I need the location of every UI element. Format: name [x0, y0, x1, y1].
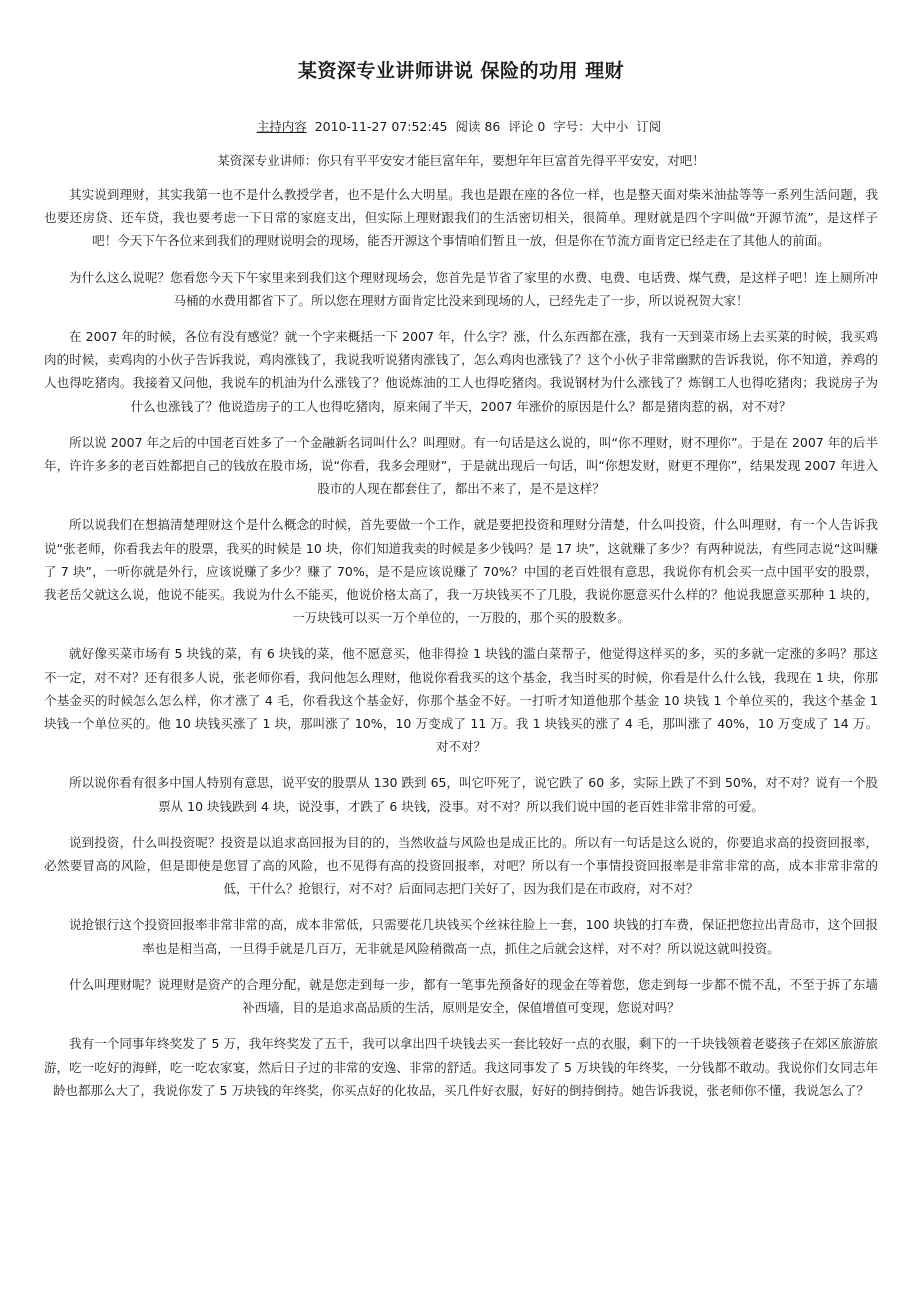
- paragraph-5: 所以说我们在想搞清楚理财这个是什么概念的时候，首先要做一个工作，就是要把投资和理财分清楚，什么叫投资，什么叫理财，有一个人告诉我说“张老师，你看我去年的股票，我买的时候是 10 块，你们知道我卖的时候是多少钱吗？是 17 块”，这就赚了多少？有两种说法，有些同志说“这叫赚了 7 块”，一听你就是外行，应该说赚了多少？赚了 70%，是不是应该说赚了 70%？中国的老百姓很有意思，我说你有机会买一点中国平安的股票，我老岳父就这么说，他说不能买。我说为什么不能买，他说价格太高了，我一万块钱买不了几股，我说你愿意买什么样的？他说我愿意买那种 1 块的，一万块钱可以买一万个单位的，一万股的，那个买的股数多。: [44, 517, 878, 626]
- timestamp: 2010-11-27 07:52:45: [314, 119, 448, 134]
- lead-sentence: 某资深专业讲师：你只有平平安安才能巨富年年，要想年年巨富首先得平平安安，对吧！: [217, 153, 705, 168]
- paragraph-11: 我有一个同事年终奖发了 5 万，我年终奖发了五千，我可以拿出四千块钱去买一套比较好一点的衣服，剩下的一千块钱领着老婆孩子在郊区旅游旅游，吃一吃好的海鲜，吃一吃农家宴，然后日子过的非常的安逸、非常的舒适。我这同事发了 5 万块钱的年终奖，一分钱都不敢动。我说你们女同志年龄也都那么大了，我说你发了 5 万块钱的年终奖，你买点好的化妆品，买几件好衣服，好好的倒持倒持。她告诉我说，张老师你不懂，我说怎么了？: [44, 1036, 878, 1098]
- paragraph-7: 所以说你看有很多中国人特别有意思，说平安的股票从 130 跌到 65，叫它吓死了，说它跌了 60 多，实际上跌了不到 50%，对不对？说有一个股票从 10 块钱跌到 4 块，说没事，才跌了 6 块钱，没事。对不对？所以我们说中国的老百姓非常非常的可爱。: [69, 775, 878, 814]
- paragraph-8: 说到投资，什么叫投资呢？投资是以追求高回报为目的的，当然收益与风险也是成正比的。所以有一句话是这么说的，你要追求高的投资回报率，必然要冒高的风险，但是即使是您冒了高的风险，也不见得有高的投资回报率，对吧？所以有一个事情投资回报率是非常非常的高，成本非常非常的低，干什么？抢银行，对不对？后面同志把门关好了，因为我们是在市政府，对不对？: [44, 834, 878, 897]
- paragraph-10: 什么叫理财呢？说理财是资产的合理分配，就是您走到每一步，都有一笔事先预备好的现金在等着您，您走到每一步都不慌不乱，不至于拆了东墙补西墙，目的是追求高品质的生活，原则是安全，保值增值可变现，您说对吗？: [69, 976, 878, 1016]
- paragraph-4: 所以说 2007 年之后的中国老百姓多了一个金融新名词叫什么？叫理财。有一句话是这么说的，叫“你不理财，财不理你”。于是在 2007 年的后半年，许许多多的老百姓都把自己的钱放在股市场，说“你看，我多会理财”，于是就出现后一句话，叫“你想发财，财更不理你”，结果发现 2007 年进入股市的人现在都套住了，都出不来了，是不是这样？: [44, 434, 878, 497]
- font-size-control[interactable]: 字号：大中小: [553, 119, 629, 134]
- subscribe-link[interactable]: 订阅: [636, 119, 662, 134]
- paragraph-2: 为什么这么说呢？您看您今天下午家里来到我们这个理财现场会，您首先是节省了家里的水费、电费、电话费、煤气费，是这样子吧！连上厕所冲马桶的水费用都省下了。所以您在理财方面肯定比没来到现场的人，已经先走了一步，所以说祝贺大家！: [69, 269, 878, 308]
- paragraph-9: 说抢银行这个投资回报率非常非常的高，成本非常低，只需要花几块钱买个丝袜往脸上一套，100 块钱的打车费，保证把您拉出青岛市，这个回报率也是相当高，一旦得手就是几百万，无非就是风险稍微高一点，抓住之后就会这样，对不对？所以说这就叫投资。: [69, 917, 878, 956]
- article: [44, 0, 878, 1102]
- read-count: 阅读 86: [455, 119, 501, 134]
- comment-count[interactable]: 评论 0: [508, 119, 546, 134]
- paragraph-1: 其实说到理财，其实我第一也不是什么教授学者，也不是什么大明星。我也是跟在座的各位一样，也是整天面对柴米油盐等等一系列生活问题，我也要还房贷、还车贷，我也要考虑一下日常的家庭支出，但实际上理财跟我们的生活密切相关，很简单。理财就是四个字叫做“开源节流”，是这样子吧！今天下午各位来到我们的理财说明会的现场，能否开源这个事情咱们暂且一放，但是你在节流方面肯定已经走在了其他人的前面。: [44, 187, 878, 249]
- paragraph-6: 就好像买菜市场有 5 块钱的菜，有 6 块钱的菜，他不愿意买，他非得捡 1 块钱的滥白菜帮子，他觉得这样买的多，买的多就一定涨的多吗？那这不一定，对不对？还有很多人说，张老师你看，我问他怎么理财，他说你看我买的这个基金，我当时买的时候，你看是什么什么钱，我现在 1 块，你那个基金买的时候怎么怎么样，你才涨了 4 毛，你看我这个基金好，你那个基金不好。一打听才知道他那个基金 10 块钱 1 个单位买的，我这个基金 1 块钱一个单位买的。他 10 块钱买涨了 1 块，那叫涨了 10%，10 万变成了 11 万。我 1 块钱买的涨了 4 毛，那叫涨了 40%，10 万变成了 14 万。对不对？: [44, 646, 878, 755]
- article-title: 某资深专业讲师讲说 保险的功用 理财: [297, 60, 625, 82]
- article-meta: [44, 118, 878, 136]
- author-link[interactable]: 主持内容: [256, 119, 307, 134]
- paragraph-3: 在 2007 年的时候，各位有没有感觉？就一个字来概括一下 2007 年，什么字？涨，什么东西都在涨，我有一天到菜市场上去买菜的时候，我买鸡肉的时候，卖鸡肉的小伙子告诉我说，鸡肉涨钱了，我说我听说猪肉涨钱了，怎么鸡肉也涨钱了？这个小伙子非常幽默的告诉我说，你不知道，养鸡的人也得吃猪肉。我接着又问他，我说车的机油为什么涨钱了？他说炼油的工人也得吃猪肉。我说钢材为什么涨钱了？炼钢工人也得吃猪肉；我说房子为什么也涨钱了？他说造房子的工人也得吃猪肉，原来闹了半天，2007 年涨价的原因是什么？都是猪肉惹的祸，对不对？: [44, 329, 878, 414]
